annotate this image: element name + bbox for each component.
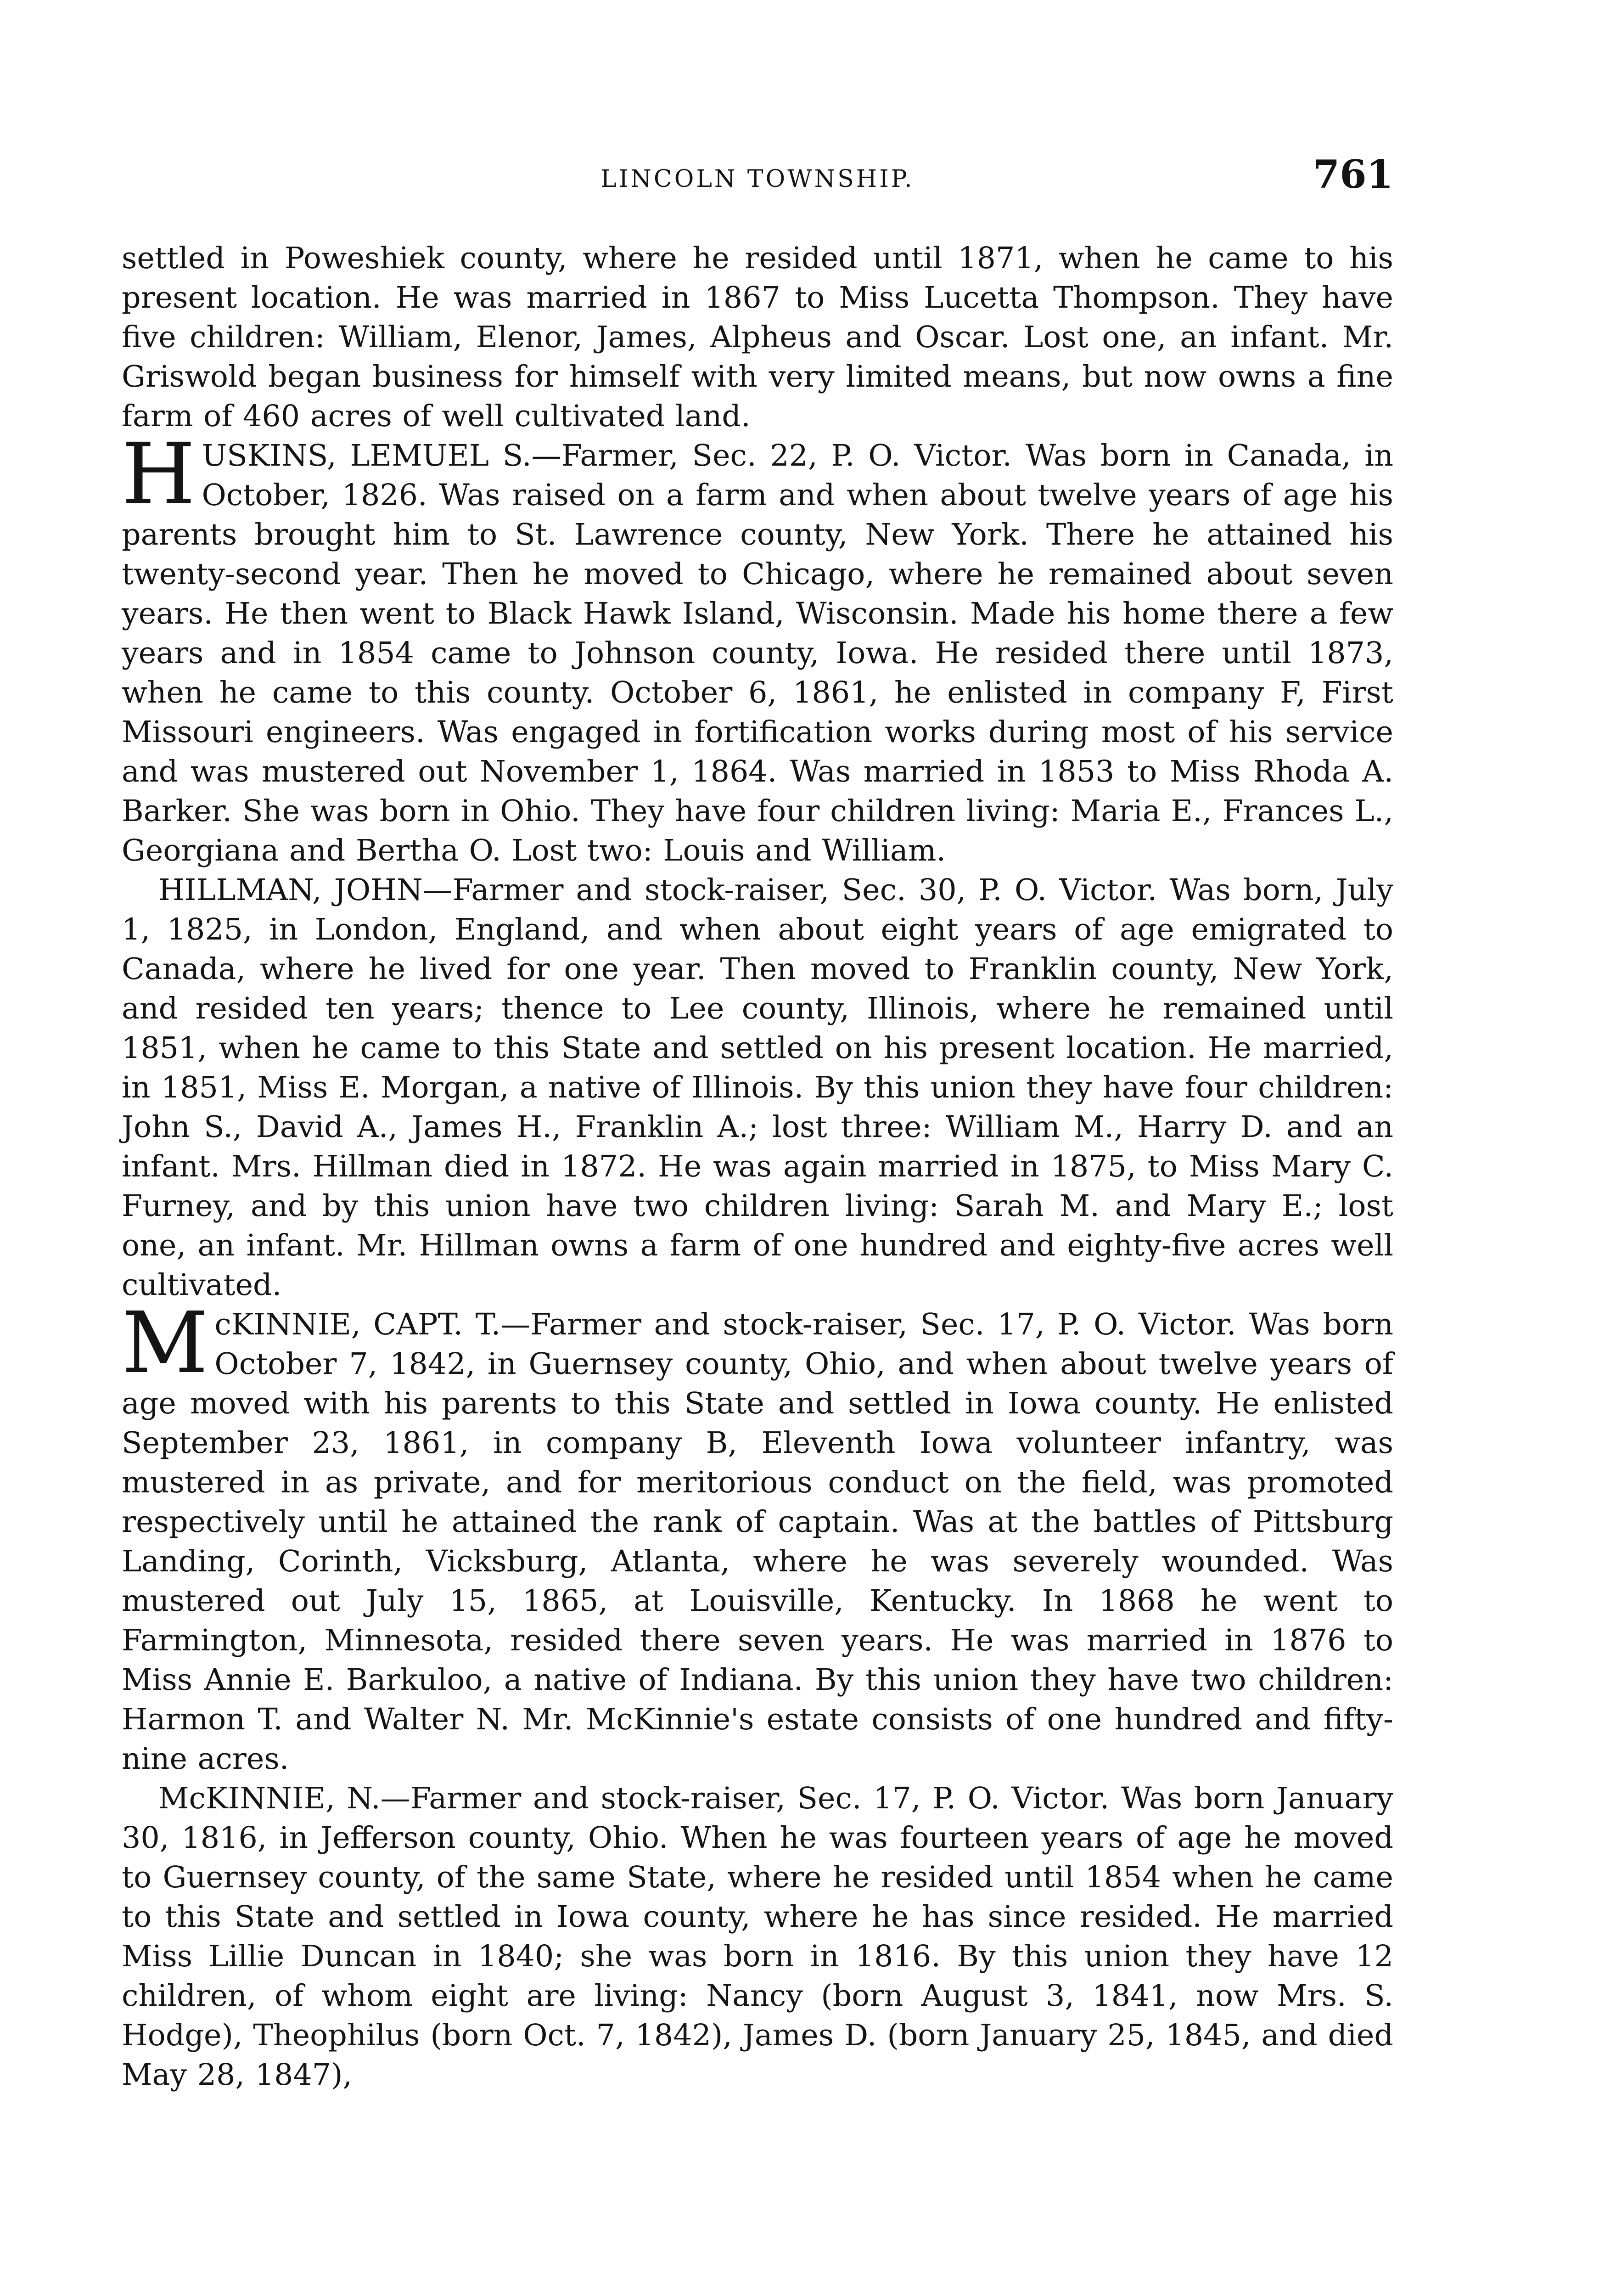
entry-mckinnie-capt	[122, 1294, 1393, 1779]
entry-text: McKINNIE, N.—Farmer and stock-raiser, Sec. 17, P. O. Victor. Was born January 30, 1816, in Jefferson county, Ohio. When he was fourteen years of age he moved to Guernsey county, of the same State, where he resided until 1854 when he came to this State and settled in Iowa county, where he has since resided. He married Miss Lillie Duncan in 1840; she was born in 1816. By this union they have 12 children, of whom eight are living: Nancy (born August 3, 1841, now Mrs. S. Hodge), Theophilus (born Oct. 7, 1842), James D. (born January 25, 1845, and died May 28, 1847),	[122, 1781, 1393, 2092]
entry-griswold-continued	[122, 239, 1393, 436]
running-head: LINCOLN TOWNSHIP.	[600, 165, 915, 193]
entry-mckinnie-n	[122, 1779, 1393, 2095]
drop-cap: H	[122, 425, 196, 523]
drop-cap: M	[122, 1294, 208, 1392]
entry-text: HILLMAN, JOHN—Farmer and stock-raiser, Sec. 30, P. O. Victor. Was born, July 1, 1825, in London, England, and when about eight years of age emigrated to Canada, where he lived for one year. Then moved to Franklin county, New York, and resided ten years; thence to Lee county, Illinois, where he remained until 1851, when he came to this State and settled on his present location. He married, in 1851, Miss E. Morgan, a native of Illinois. By this union they have four children: John S., David A., James H., Franklin A.; lost three: William M., Harry D. and an infant. Mrs. Hillman died in 1872. He was again married in 1875, to Miss Mary C. Furney, and by this union have two children living: Sarah M. and Mary E.; lost one, an infant. Mr. Hillman owns a farm of one hundred and eighty-five acres well cultivated.	[122, 873, 1393, 1302]
entry-text: settled in Poweshiek county, where he resided until 1871, when he came to his present location. He was married in 1867 to Miss Lucetta Thompson. They have five children: William, Elenor, James, Alpheus and Oscar. Lost one, an infant. Mr. Griswold began business for himself with very limited means, but now owns a fine farm of 460 acres of well cultivated land.	[122, 241, 1393, 433]
entry-text: cKINNIE, CAPT. T.—Farmer and stock-raiser, Sec. 17, P. O. Victor. Was born October 7, 1842, in Guernsey county, Ohio, and when about twelve years of age moved with his parents to this State and settled in Iowa county. He enlisted September 23, 1861, in company B, Eleventh Iowa volunteer infantry, was mustered in as private, and for meritorious conduct on the field, was promoted respectively until he attained the rank of captain. Was at the battles of Pittsburg Landing, Corinth, Vicksburg, Atlanta, where he was severely wounded. Was mustered out July 15, 1865, at Louisville, Kentucky. In 1868 he went to Farmington, Minnesota, resided there seven years. He was married in 1876 to Miss Annie E. Barkuloo, a native of Indiana. By this union they have two children: Harmon T. and Walter N. Mr. McKinnie's estate consists of one hundred and fifty-nine acres.	[122, 1307, 1393, 1776]
entry-text: USKINS, LEMUEL S.—Farmer, Sec. 22, P. O. Victor. Was born in Canada, in October, 1826. Was raised on a farm and when about twelve years of age his parents brought him to St. Lawrence county, New York. There he attained his twenty-second year. Then he moved to Chicago, where he remained about seven years. He then went to Black Hawk Island, Wisconsin. Made his home there a few years and in 1854 came to Johnson county, Iowa. He resided there until 1873, when he came to this county. October 6, 1861, he enlisted in company F, First Missouri engineers. Was engaged in fortification works during most of his service and was mustered out November 1, 1864. Was married in 1853 to Miss Rhoda A. Barker. She was born in Ohio. They have four children living: Maria E., Frances L., Georgiana and Bertha O. Lost two: Louis and William.	[122, 439, 1393, 868]
entry-huskins	[122, 425, 1393, 871]
page-number: 761	[1313, 152, 1393, 197]
entry-hillman	[122, 871, 1393, 1305]
page-header	[122, 152, 1393, 202]
body-text	[122, 239, 1393, 2095]
